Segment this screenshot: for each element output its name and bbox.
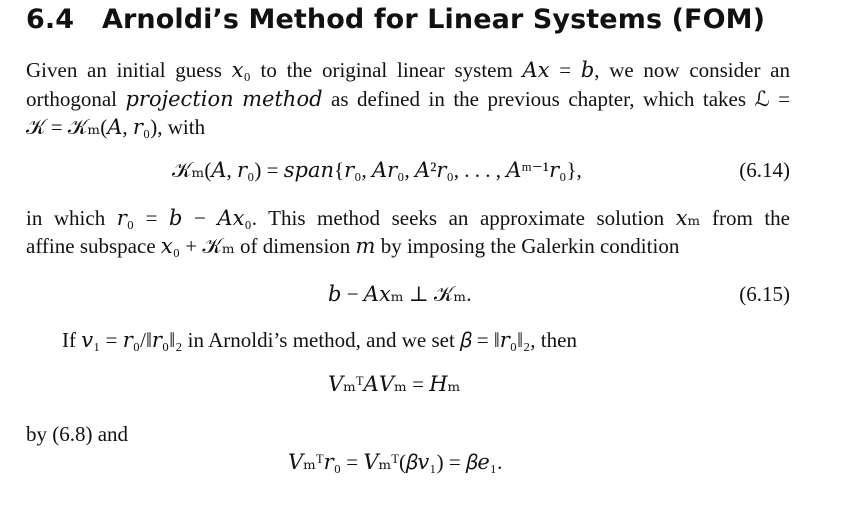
paragraph-1-line-2: orthogonal 𝑝𝑟𝑜𝑗𝑒𝑐𝑡𝑖𝑜𝑛 𝑚𝑒𝑡ℎ𝑜𝑑 as defined in the previous chapter, which takes ℒ =	[26, 87, 790, 111]
paragraph-3-line-1: If 𝑣₁ = 𝑟₀/‖𝑟₀‖₂ in Arnoldi’s method, and we set 𝛽 = ‖𝑟₀‖₂, then	[62, 328, 577, 352]
equation-number-6-15: (6.15)	[739, 282, 790, 306]
equation-vt-a-v: 𝑉ₘᵀ𝐴𝑉ₘ = 𝐻ₘ	[328, 372, 461, 396]
section-heading	[26, 4, 765, 35]
equation-6-14: 𝒦ₘ(𝐴, 𝑟₀) = 𝑠𝑝𝑎𝑛{𝑟₀, 𝐴𝑟₀, 𝐴²𝑟₀, . . . , 𝐴ᵐ⁻¹𝑟₀},	[172, 158, 582, 182]
equation-6-15: 𝑏 − 𝐴𝑥ₘ ⊥ 𝒦ₘ.	[328, 282, 472, 306]
equation-number-6-14: (6.14)	[739, 158, 790, 182]
paragraph-2-line-1: in which 𝑟₀ = 𝑏 − 𝐴𝑥₀. This method seeks an approximate solution 𝑥ₘ from the	[26, 206, 790, 230]
paragraph-4-line-1: by (6.8) and	[26, 422, 129, 446]
paragraph-2-line-2: affine subspace 𝑥₀ + 𝒦ₘ of dimension 𝑚 by imposing the Galerkin condition	[26, 234, 680, 258]
paragraph-1-line-1: Given an initial guess 𝑥₀ to the original linear system 𝐴𝑥 = 𝑏, we now consider an	[26, 58, 790, 82]
equation-vt-r0: 𝑉ₘᵀ𝑟₀ = 𝑉ₘᵀ(𝛽𝑣₁) = 𝛽𝑒₁.	[288, 450, 503, 474]
section-title: Arnoldi’s Method for Linear Systems (FOM)	[102, 4, 766, 35]
section-number: 6.4	[26, 4, 75, 35]
paragraph-1-line-3: 𝒦 = 𝒦ₘ(𝐴, 𝑟₀), with	[26, 115, 206, 139]
